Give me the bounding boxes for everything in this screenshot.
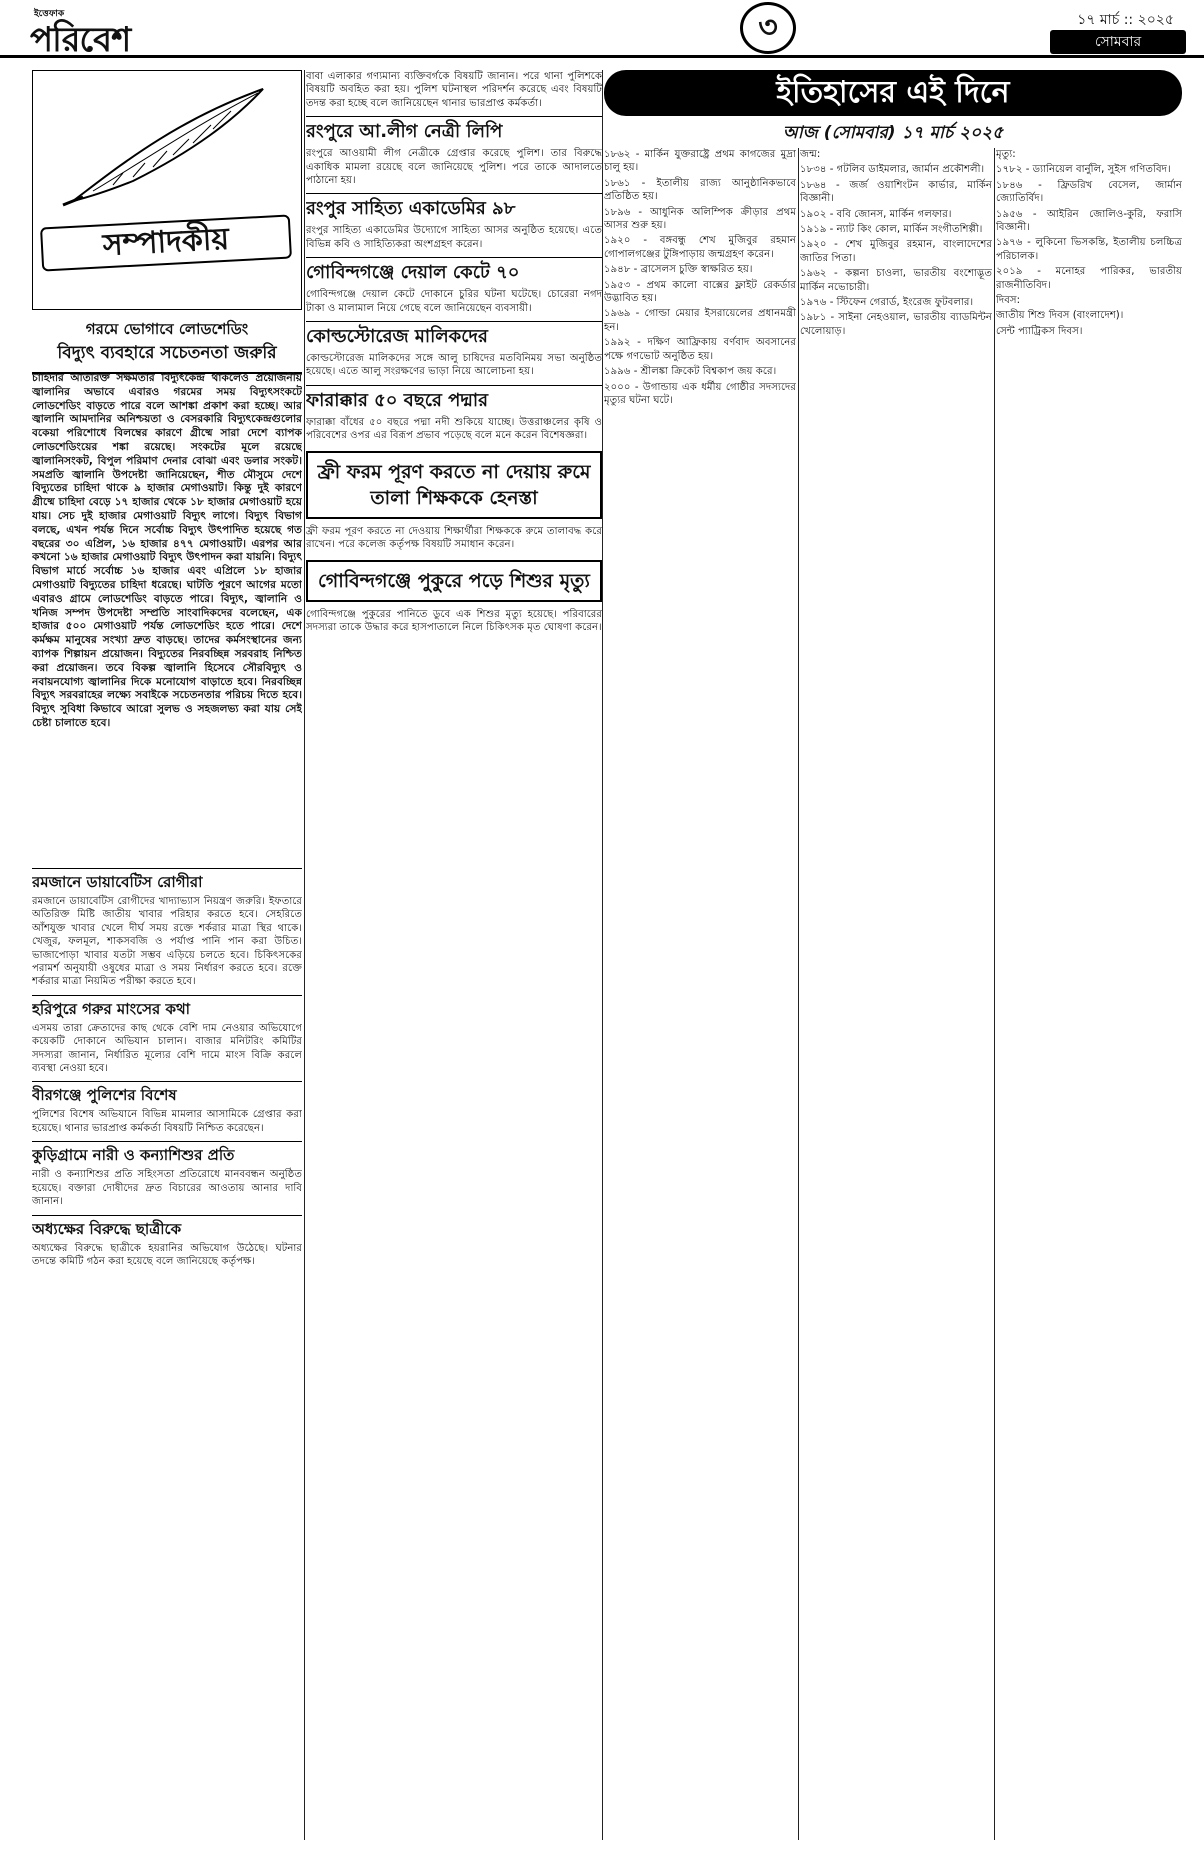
- article-title: অধ্যক্ষের বিরুদ্ধে ছাত্রীকে: [32, 1215, 302, 1239]
- logo-small-text: ইত্তেফাক: [34, 9, 65, 19]
- masthead: [0, 0, 1204, 58]
- history-entry: ১৯৭৬ - লুকিনো ভিসকন্তি, ইতালীয় চলচ্চিত্র পরিচালক।: [996, 237, 1182, 262]
- article: [32, 868, 302, 989]
- history-entry: ১৮৯৬ - আধুনিক অলিম্পিক ক্রীড়ার প্রথম আসর শুরু হয়।: [604, 206, 796, 232]
- history-column-events: [604, 148, 796, 1840]
- history-entry: দিবস:: [996, 295, 1021, 307]
- editorial-section-title: সম্পাদকীয়: [40, 214, 292, 271]
- history-entry: ১৯২০ - শেখ মুজিবুর রহমান, বাংলাদেশের জাতির পিতা।: [800, 239, 992, 264]
- article: [306, 321, 602, 379]
- boxed-headline: গোবিন্দগঞ্জে পুকুরে পড়ে শিশুর মৃত্যু: [306, 560, 602, 602]
- history-entry: ২০০০ - উগান্ডায় এক ধর্মীয় গোষ্ঠীর সদস্যদের মৃত্যুর ঘটনা ঘটে।: [604, 381, 796, 406]
- article-body: গোবিন্দগঞ্জে পুকুরের পানিতে ডুবে এক শিশুর মৃত্যু হয়েছে। পরিবারের সদস্যরা তাকে উদ্ধার করে হাসপাতালে নিলে চিকিৎসক মৃত ঘোষণা করেন।: [306, 608, 602, 633]
- article-body: এসময় তারা ক্রেতাদের কাছ থেকে বেশি দাম নেওয়ার অভিযোগে কয়েকটি দোকানে অভিযান চালান। বাজার মনিটরিং কমিটির সদস্যরা জানান, নির্ধারিত মূল্যের বেশি দামে মাংস বিক্রি করলে ব্যবস্থা নেওয়া হবে।: [32, 1022, 302, 1075]
- article-body: ফ্রী ফরম পূরণ করতে না দেওয়ায় শিক্ষার্থীরা শিক্ষককে রুমে তালাবদ্ধ করে রাখেন। পরে কলেজ কর্তৃপক্ষ বিষয়টি সমাধান করেন।: [306, 525, 602, 551]
- editorial-headline: বিদ্যুৎ ব্যবহারে সচেতনতা জরুরি: [32, 340, 302, 374]
- article-title: রমজানে ডায়াবেটিস রোগীরা: [32, 868, 302, 892]
- issue-date: ১৭ মার্চ :: ২০২৫: [1077, 12, 1174, 28]
- article: [32, 995, 302, 1076]
- quill-pen-icon: [53, 81, 283, 211]
- history-entry: ১৯০২ - ববি জোনস, মার্কিন গলফার।: [800, 208, 952, 220]
- article-title: রংপুরে আ.লীগ নেত্রী লিপি: [306, 116, 602, 144]
- history-entry: ১৯৫৬ - আইরিন জোলিও-কুরি, ফরাসি বিজ্ঞানী।: [996, 208, 1182, 234]
- article-body: কোল্ডস্টোরেজ মালিকদের সঙ্গে আলু চাষিদের মতবিনিময় সভা অনুষ্ঠিত হয়েছে। এতে আলু সংরক্ষণের ভাড়া নিয়ে আলোচনা হয়।: [306, 353, 602, 378]
- history-entry: জন্ম:: [800, 149, 821, 160]
- history-entry: ১৯৪৮ - ব্রাসেলস চুক্তি স্বাক্ষরিত হয়।: [604, 264, 753, 276]
- article-title: কোল্ডস্টোরেজ মালিকদের: [306, 321, 602, 349]
- article-title: বীরগঞ্জে পুলিশের বিশেষ: [32, 1081, 302, 1105]
- history-entry: ১৯৯২ - দক্ষিণ আফ্রিকায় বর্ণবাদ অবসানের পক্ষে গণভোট অনুষ্ঠিত হয়।: [604, 337, 796, 362]
- article-body: রমজানে ডায়াবেটিস রোগীদের খাদ্যাভ্যাস নিয়ন্ত্রণ জরুরি। ইফতারে অতিরিক্ত মিষ্টি জাতীয় খাবার পরিহার করতে হবে। সেহরিতে আঁশযুক্ত খাবার খেলে দীর্ঘ সময় রক্তে শর্করার মাত্রা স্থির থাকে। খেজুর, ফলমূল, শাকসবজি ও পর্যাপ্ত পানি পান করা উচিত। ভাজাপোড়া খাবার যতটা সম্ভব এড়িয়ে চলতে হবে। চিকিৎসকের পরামর্শ অনুযায়ী ওষুধের মাত্রা ও সময় নির্ধারণ করতে হবে। রক্তে শর্করার মাত্রা নিয়মিত পরীক্ষা করতে হবে।: [32, 896, 302, 988]
- history-entry: ১৮৬৪ - জর্জ ওয়াশিংটন কার্ভার, মার্কিন বিজ্ঞানী।: [800, 179, 992, 205]
- article-title: কুড়িগ্রামে নারী ও কন্যাশিশুর প্রতি: [32, 1141, 302, 1165]
- history-banner: ইতিহাসের এই দিনে: [604, 70, 1182, 116]
- column-1-articles: [32, 862, 302, 1840]
- column-rule: [798, 148, 799, 1840]
- logo-title: পরিবেশ: [30, 20, 131, 60]
- history-entry: ১৯৬৯ - গোল্ডা মেয়ার ইসরায়েলের প্রধানমন্ত্রী হন।: [604, 308, 796, 333]
- article-continuation: বাবা এলাকার গণ্যমান্য ব্যক্তিবর্গকে বিষয়টি জানান। পরে থানা পুলিশকে বিষয়টি অবহিত করা হয়। পুলিশ ঘটনাস্থল পরিদর্শন করেছে এবং বিষয়টি তদন্ত করা হচ্ছে বলে জানিয়েছেন থানার ভারপ্রাপ্ত কর্মকর্তা।: [306, 71, 602, 109]
- history-entry: ১৮৩৪ - গটলিব ডাইমলার, জার্মান প্রকৌশলী।: [800, 164, 985, 176]
- issue-day: সোমবার: [1050, 30, 1186, 54]
- column-rule: [602, 70, 603, 1840]
- history-entry: মৃত্যু:: [996, 149, 1016, 160]
- article-body: রংপুর সাহিত্য একাডেমির উদ্যোগে সাহিত্য আসর অনুষ্ঠিত হয়েছে। এতে বিভিন্ন কবি ও সাহিত্যিকরা অংশগ্রহণ করেন।: [306, 225, 602, 250]
- article-body: রংপুরে আওয়ামী লীগ নেত্রীকে গ্রেপ্তার করেছে পুলিশ। তার বিরুদ্ধে একাধিক মামলা রয়েছে বলে জানিয়েছে পুলিশ। পরে তাকে আদালতে পাঠানো হয়।: [306, 148, 602, 187]
- article-body: পুলিশের বিশেষ অভিযানে বিভিন্ন মামলার আসামিকে গ্রেপ্তার করা হয়েছে। থানার ভারপ্রাপ্ত কর্মকর্তা বিষয়টি নিশ্চিত করেছেন।: [32, 1109, 302, 1134]
- history-entry: ১৯৯৬ - শ্রীলঙ্কা ক্রিকেট বিশ্বকাপ জয় করে।: [604, 366, 777, 378]
- column-2-articles: [306, 70, 602, 1840]
- page-number: ৩: [740, 2, 796, 54]
- history-column-deaths: [996, 148, 1182, 1840]
- history-column-births: [800, 148, 992, 1840]
- history-entry: ২০১৯ - মনোহর পারিকর, ভারতীয় রাজনীতিবিদ।: [996, 266, 1182, 291]
- history-entry: ১৮৪৬ - ফ্রিডরিখ বেসেল, জার্মান জ্যোতির্বিদ।: [996, 179, 1182, 205]
- history-entry: ১৯৭৬ - স্টিফেন গেরার্ড, ইংরেজ ফুটবলার।: [800, 297, 974, 309]
- history-entry: ১৯৬২ - কল্পনা চাওলা, ভারতীয় বংশোদ্ভূত মার্কিন নভোচারী।: [800, 268, 992, 293]
- article: [32, 1081, 302, 1135]
- newspaper-logo: [30, 6, 220, 60]
- article-title: হরিপুরে গরুর মাংসের কথা: [32, 995, 302, 1019]
- article-body: ফারাক্কা বাঁধের ৫০ বছরে পদ্মা নদী শুকিয়ে যাচ্ছে। উত্তরাঞ্চলের কৃষি ও পরিবেশের ওপর এর বিরূপ প্রভাব পড়েছে বলে মনে করেন বিশেষজ্ঞরা।: [306, 416, 602, 442]
- history-entry: ১৯৮১ - সাইনা নেহওয়াল, ভারতীয় ব্যাডমিন্টন খেলোয়াড়।: [800, 312, 992, 337]
- article: [306, 385, 602, 443]
- article-body: অধ্যক্ষের বিরুদ্ধে ছাত্রীকে হয়রানির অভিযোগ উঠেছে। ঘটনার তদন্তে কমিটি গঠন করা হয়েছে বলে জানিয়েছে কর্তৃপক্ষ।: [32, 1242, 302, 1267]
- column-rule: [994, 148, 995, 1840]
- history-entry: জাতীয় শিশু দিবস (বাংলাদেশ)।: [996, 310, 1124, 322]
- history-entry: ১৯১৯ - ন্যাট কিং কোল, মার্কিন সংগীতশিল্পী।: [800, 224, 983, 236]
- article: [306, 193, 602, 251]
- history-subtitle: আজ (সোমবার) ১৭ মার্চ ২০২৫: [782, 123, 1004, 143]
- history-entry: ১৮৬২ - মার্কিন যুক্তরাষ্ট্রে প্রথম কাগজের মুদ্রা চালু হয়।: [604, 149, 796, 174]
- article: [306, 116, 602, 187]
- column-rule: [304, 70, 305, 1840]
- article-title: গোবিন্দগঞ্জে দেয়াল কেটে ৭০: [306, 257, 602, 285]
- editorial-body: চাহিদার অতিরিক্ত সক্ষমতার বিদ্যুৎকেন্দ্র থাকলেও প্রয়োজনীয় জ্বালানির অভাবে এবারও গরমের সময় বিদ্যুৎসংকটে লোডশেডিং বাড়তে পারে বলে আশঙ্কা প্রকাশ করা হচ্ছে। আর জ্বালানি আমদানির অনিশ্চয়তা ও বেসরকারি বিদ্যুৎকেন্দ্রগুলোর বকেয়া পরিশোধে বিলম্বের কারণে গ্রীষ্মে সারা দেশে ব্যাপক লোডশেডিংয়ের শঙ্কা রয়েছে। সংকটের মূলে রয়েছে জ্বালানিসংকট, বিপুল পরিমাণ দেনার বোঝা এবং ডলার সংকট। সমপ্রতি জ্বালানি উপদেষ্টা জানিয়েছেন, শীত মৌসুমে দেশে বিদ্যুতের চাহিদা থাকে ৯ হাজার মেগাওয়াট। কিন্তু দুই কারণে গ্রীষ্মে চাহিদা বেড়ে ১৭ হাজার থেকে ১৮ হাজার মেগাওয়াট হয়ে যায়। সেচ দুই হাজার মেগাওয়াট বিদ্যুৎ লাগে। বিদ্যুৎ বিভাগ বলছে, এখন পর্যন্ত দিনে সর্বোচ্চ বিদ্যুৎ উৎপাদিত হয়েছে গত বছরের ৩০ এপ্রিল, ১৬ হাজার ৪৭৭ মেগাওয়াট। এরপর আর কখনো ১৬ হাজার মেগাওয়াট বিদ্যুৎ উৎপাদন করা যায়নি। বিদ্যুৎ বিভাগ মার্চে সর্বোচ্চ ১৬ হাজার এবং এপ্রিলে ১৮ হাজার মেগাওয়াট বিদ্যুতের চাহিদা ধরেছে। ঘাটতি পূরণে আগের মতো এবারও গ্রামে লোডশেডিং বাড়তে পারে। বিদ্যুৎ, জ্বালানি ও খনিজ সম্পদ উপদেষ্টা সম্প্রতি সাংবাদিকদের বলেছেন, এক হাজার ৫০০ মেগাওয়াট পর্যন্ত লোডশেডিং হতে পারে। দেশে কর্মক্ষম মানুষের সংখ্যা দ্রুত বাড়ছে। তাদের কর্মসংস্থানের জন্য ব্যাপক শিল্পায়ন প্রয়োজন। বিদ্যুতের নিরবচ্ছিন্ন সরবরাহ নিশ্চিত করা প্রয়োজন। তবে বিকল্প জ্বালানি হিসেবে সৌরবিদ্যুৎ ও নবায়নযোগ্য জ্বালানির দিকে মনোযোগ বাড়াতে হবে। নিরবচ্ছিন্ন বিদ্যুৎ সরবরাহের লক্ষ্যে সবাইকে সচেতনতার পরিচয় দিতে হবে। বিদ্যুৎ সুবিধা কিভাবে আরো সুলভ ও সহজলভ্য করা যায় সেই চেষ্টা চালাতে হবে।: [32, 372, 302, 729]
- history-entry: ১৮৬১ - ইতালীয় রাজ্য আনুষ্ঠানিকভাবে প্রতিষ্ঠিত হয়।: [604, 177, 796, 203]
- history-entry: ১৭৮২ - ড্যানিয়েল বার্নুলি, সুইস গণিতবিদ।: [996, 164, 1171, 176]
- article-title: ফারাক্কার ৫০ বছরে পদ্মার: [306, 385, 602, 413]
- boxed-headline: ফ্রী ফরম পূরণ করতে না দেয়ায় রুমে তালা শিক্ষককে হেনস্তা: [306, 451, 602, 519]
- article-title: রংপুর সাহিত্য একাডেমির ৯৮: [306, 193, 602, 221]
- editorial-header-box: [32, 70, 302, 310]
- history-entry: সেন্ট প্যাট্রিকস দিবস।: [996, 325, 1083, 337]
- article-body: গোবিন্দগঞ্জে দেয়াল কেটে দোকানে চুরির ঘটনা ঘটেছে। চোরেরা নগদ টাকা ও মালামাল নিয়ে গেছে বলে জানিয়েছেন ব্যবসায়ী।: [306, 289, 602, 314]
- article: [32, 1141, 302, 1208]
- editorial-kicker: গরমে ভোগাবে লোডশেডিং: [85, 320, 249, 338]
- history-entry: ১৯৫৩ - প্রথম কালো বাক্সের ফ্লাইট রেকর্ডার উদ্ভাবিত হয়।: [604, 279, 796, 305]
- article: [32, 1215, 302, 1269]
- article: [306, 257, 602, 315]
- history-entry: ১৯২০ - বঙ্গবন্ধু শেখ মুজিবুর রহমান গোপালগঞ্জের টুঙ্গিপাড়ায় জন্মগ্রহণ করেন।: [604, 235, 796, 260]
- article-body: নারী ও কন্যাশিশুর প্রতি সহিংসতা প্রতিরোধে মানববন্ধন অনুষ্ঠিত হয়েছে। বক্তারা দোষীদের দ্রুত বিচারের আওতায় আনার দাবি জানান।: [32, 1169, 302, 1208]
